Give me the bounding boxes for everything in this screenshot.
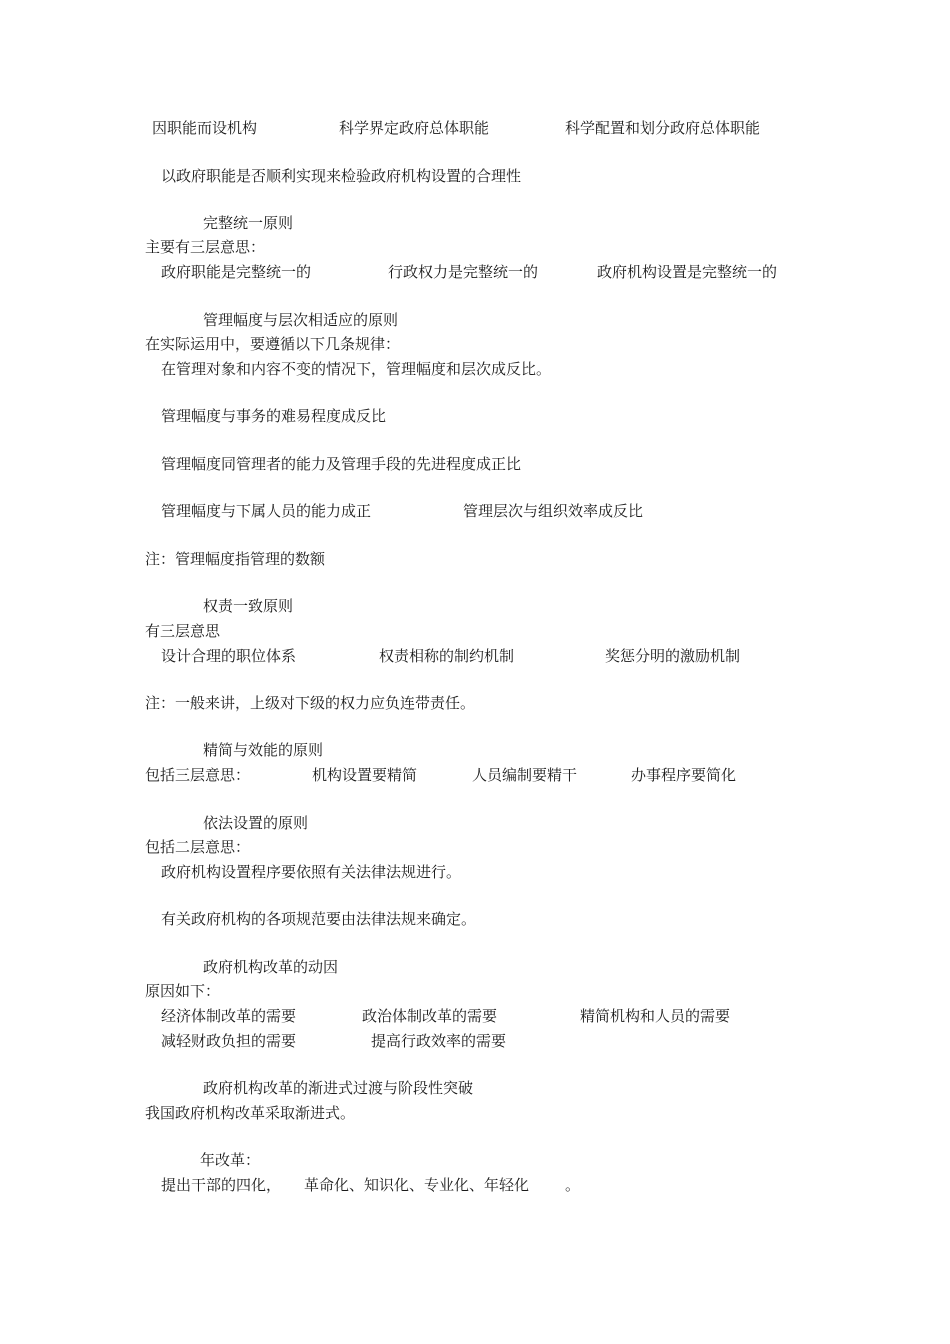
text-segment: 在管理对象和内容不变的情况下，管理幅度和层次成反比。: [161, 360, 552, 378]
text-segment: 包括三层意思：: [145, 766, 251, 784]
text-segment: 减轻财政负担的需要: [161, 1032, 297, 1050]
heading-text: 精简与效能的原则: [203, 741, 324, 759]
text-segment: 办事程序要简化: [631, 766, 737, 784]
text-segment: 主要有三层意思：: [145, 238, 266, 256]
heading-text: 政府机构改革的渐进式过渡与阶段性突破: [203, 1079, 474, 1097]
text-segment: 科学界定政府总体职能: [339, 119, 490, 137]
text-segment: 政府职能是完整统一的: [161, 263, 312, 281]
text-segment: 在实际运用中，要遵循以下几条规律：: [145, 335, 401, 353]
text-segment: 管理幅度与下属人员的能力成正: [161, 502, 372, 520]
heading-text: 权责一致原则: [203, 597, 294, 615]
heading-text: 政府机构改革的动因: [203, 958, 339, 976]
text-segment: 经济体制改革的需要: [161, 1007, 297, 1025]
text-segment: 原因如下：: [145, 982, 221, 1000]
heading-text: 完整统一原则: [203, 214, 294, 232]
text-segment: 。: [565, 1176, 581, 1194]
text-segment: 精简机构和人员的需要: [580, 1007, 731, 1025]
text-segment: 提高行政效率的需要: [371, 1032, 507, 1050]
text-segment: 奖惩分明的激励机制: [605, 647, 741, 665]
text-segment: 人员编制要精干: [472, 766, 578, 784]
text-segment: 提出干部的四化，: [161, 1176, 282, 1194]
heading-text: 年改革：: [200, 1151, 261, 1169]
text-segment: 以政府职能是否顺利实现来检验政府机构设置的合理性: [161, 167, 522, 185]
note-text: 注：管理幅度指管理的数额: [145, 550, 326, 568]
text-segment: 权责相称的制约机制: [379, 647, 515, 665]
text-segment: 机构设置要精简: [312, 766, 418, 784]
text-segment: 因职能而设机构: [152, 119, 258, 137]
heading-text: 依法设置的原则: [203, 814, 309, 832]
text-segment: 管理幅度与事务的难易程度成反比: [161, 407, 387, 425]
text-segment: 有关政府机构的各项规范要由法律法规来确定。: [161, 910, 477, 928]
text-segment: 我国政府机构改革采取渐进式。: [145, 1104, 356, 1122]
text-segment: 有三层意思: [145, 622, 221, 640]
text-segment: 革命化、知识化、专业化、年轻化: [304, 1176, 530, 1194]
text-segment: 管理层次与组织效率成反比: [463, 502, 644, 520]
heading-text: 管理幅度与层次相适应的原则: [203, 311, 399, 329]
text-segment: 政府机构设置程序要依照有关法律法规进行。: [161, 863, 462, 881]
text-segment: 行政权力是完整统一的: [388, 263, 539, 281]
text-segment: 设计合理的职位体系: [161, 647, 297, 665]
text-segment: 包括二层意思：: [145, 838, 251, 856]
note-text: 注：一般来讲，上级对下级的权力应负连带责任。: [145, 694, 476, 712]
text-segment: 管理幅度同管理者的能力及管理手段的先进程度成正比: [161, 455, 522, 473]
text-segment: 科学配置和划分政府总体职能: [565, 119, 761, 137]
text-segment: 政府机构设置是完整统一的: [597, 263, 778, 281]
text-segment: 政治体制改革的需要: [362, 1007, 498, 1025]
